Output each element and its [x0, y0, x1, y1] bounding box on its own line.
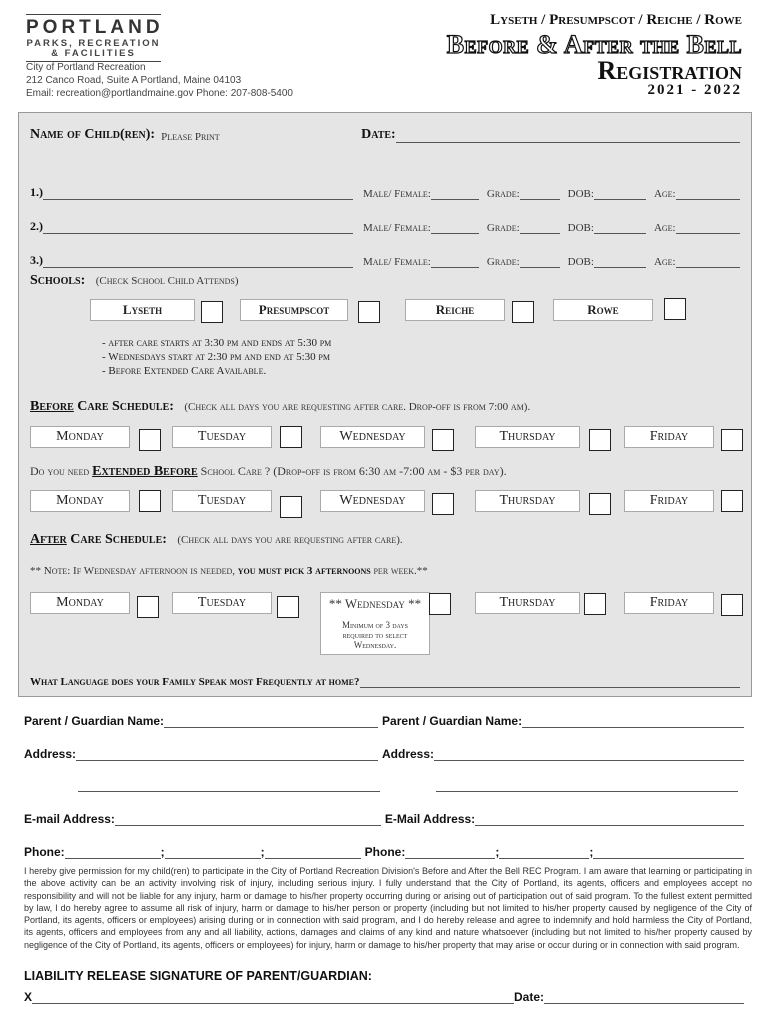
- after-note: [30, 561, 428, 579]
- school-rowe-checkbox[interactable]: [664, 298, 686, 320]
- school-reiche-label: Reiche: [405, 299, 505, 321]
- before-heading: [30, 397, 530, 415]
- ext-thursday-label: Thursday: [475, 490, 580, 512]
- header-subtitle: Registration: [597, 56, 742, 85]
- gender-field[interactable]: [431, 256, 479, 268]
- please-print: Please Print: [161, 131, 220, 143]
- before-thursday-checkbox[interactable]: [589, 429, 611, 451]
- ext-friday-label: Friday: [624, 490, 714, 512]
- address-field-2[interactable]: [434, 749, 744, 761]
- grade-label: Grade:: [486, 222, 520, 234]
- dob-field[interactable]: [594, 256, 646, 268]
- address-row: [24, 747, 744, 761]
- after-friday-label: Friday: [624, 592, 714, 614]
- wednesday-minimum-note: Minimum of 3 days required to select Wednesday.: [341, 620, 409, 650]
- email-row: [24, 812, 744, 826]
- name-row: [30, 127, 740, 143]
- after-tuesday-label: Tuesday: [172, 592, 272, 614]
- before-monday-label: Monday: [30, 426, 130, 448]
- child-name-field[interactable]: [43, 188, 353, 200]
- guardian-name-field-2[interactable]: [522, 716, 744, 728]
- address-label-2: Address:: [382, 747, 435, 761]
- before-tuesday-checkbox[interactable]: [280, 426, 302, 448]
- schools-hint: (Check School Child Attends): [95, 275, 239, 287]
- gender-label: Male/ Female:: [363, 222, 431, 234]
- guardian-name-label-1: Parent / Guardian Name:: [24, 714, 165, 728]
- after-tuesday-checkbox[interactable]: [277, 596, 299, 618]
- before-friday-checkbox[interactable]: [721, 429, 743, 451]
- org-name: City of Portland Recreation: [26, 62, 146, 73]
- after-monday-label: Monday: [30, 592, 130, 614]
- language-field[interactable]: [360, 676, 740, 688]
- phone-label-2: Phone:: [364, 845, 406, 859]
- org-contact: Email: recreation@portlandmaine.gov Phone: 207-808-5400: [26, 88, 293, 99]
- after-note-1: ** Note: If Wednesday afternoon is needed,: [30, 565, 238, 577]
- before-label-underlined: Before: [30, 399, 74, 414]
- language-label: What Language does your Family Speak most Frequently at home?: [30, 676, 360, 688]
- dob-label: DOB:: [567, 188, 594, 200]
- before-thursday-label: Thursday: [475, 426, 580, 448]
- date-field[interactable]: [396, 131, 740, 143]
- email-field-1[interactable]: [115, 814, 381, 826]
- age-label: Age:: [653, 222, 676, 234]
- before-tuesday-label: Tuesday: [172, 426, 272, 448]
- address-field-1[interactable]: [76, 749, 378, 761]
- school-presumpscot-checkbox[interactable]: [358, 301, 380, 323]
- extended-q2: School Care ? (Drop-off is from 6:30 am -7:00 am - $3 per day).: [197, 464, 507, 478]
- ext-wednesday-checkbox[interactable]: [432, 493, 454, 515]
- child-name-field[interactable]: [43, 256, 353, 268]
- before-hint: (Check all days you are requesting after care. Drop-off is from 7:00 am).: [184, 401, 531, 413]
- child-rows: [30, 166, 740, 268]
- before-monday-checkbox[interactable]: [139, 429, 161, 451]
- after-label-underlined: After: [30, 532, 67, 547]
- dob-field[interactable]: [594, 222, 646, 234]
- school-lyseth-checkbox[interactable]: [201, 301, 223, 323]
- school-lyseth-label: Lyseth: [90, 299, 195, 321]
- address-line-2-left[interactable]: [78, 780, 380, 792]
- signature-date-label: Date:: [514, 990, 545, 1004]
- age-label: Age:: [653, 188, 676, 200]
- grade-field[interactable]: [520, 188, 560, 200]
- school-rowe-label: Rowe: [553, 299, 653, 321]
- note-line: - after care starts at 3:30 pm and ends at 5:30 pm: [102, 337, 332, 349]
- phone-field-1c[interactable]: [265, 847, 361, 859]
- gender-label: Male/ Female:: [363, 256, 431, 268]
- after-note-2: per week.**: [370, 565, 428, 577]
- phone-field-1a[interactable]: [65, 847, 161, 859]
- child-row-3: [30, 234, 740, 268]
- note-line: - Before Extended Care Available.: [102, 365, 267, 377]
- signature-date-field[interactable]: [544, 992, 744, 1004]
- child-name-label: Name of Child(ren):: [30, 127, 156, 142]
- age-field[interactable]: [676, 222, 740, 234]
- address-line-2-right[interactable]: [436, 780, 738, 792]
- guardian-name-label-2: Parent / Guardian Name:: [382, 714, 523, 728]
- age-field[interactable]: [676, 256, 740, 268]
- guardian-name-field-1[interactable]: [164, 716, 378, 728]
- ext-monday-checkbox[interactable]: [139, 490, 161, 512]
- after-label: Care Schedule:: [66, 532, 167, 547]
- age-label: Age:: [653, 256, 676, 268]
- after-friday-checkbox[interactable]: [721, 594, 743, 616]
- dob-label: DOB:: [567, 222, 594, 234]
- extended-underlined: Extended Before: [92, 464, 198, 479]
- grade-label: Grade:: [486, 256, 520, 268]
- dob-field[interactable]: [594, 188, 646, 200]
- child-name-field[interactable]: [43, 222, 353, 234]
- ext-monday-label: Monday: [30, 490, 130, 512]
- row-number: 2.): [30, 219, 43, 233]
- gender-field[interactable]: [431, 222, 479, 234]
- after-hint: (Check all days you are requesting after care).: [177, 534, 403, 546]
- email-field-2[interactable]: [475, 814, 744, 826]
- dob-label: DOB:: [567, 256, 594, 268]
- after-monday-checkbox[interactable]: [137, 596, 159, 618]
- school-reiche-checkbox[interactable]: [512, 301, 534, 323]
- row-number: 3.): [30, 253, 43, 267]
- after-heading: [30, 530, 403, 548]
- email-label-2: E-Mail Address:: [384, 812, 476, 826]
- row-number: 1.): [30, 185, 43, 199]
- note-line: - Wednesdays start at 2:30 pm and end at 5:30 pm: [102, 351, 330, 363]
- after-thursday-label: Thursday: [475, 592, 580, 614]
- org-info: [26, 61, 293, 100]
- grade-field[interactable]: [520, 222, 560, 234]
- language-row: [30, 676, 740, 688]
- logo-facilities: & FACILITIES: [51, 48, 136, 59]
- child-row-2: [30, 200, 740, 234]
- phone-label-1: Phone:: [24, 845, 65, 859]
- gender-label: Male/ Female:: [363, 188, 431, 200]
- after-wednesday-card: [320, 592, 430, 655]
- child-row-1: [30, 166, 740, 200]
- after-wednesday-label: ** Wednesday **: [328, 596, 422, 611]
- school-presumpscot-label: Presumpscot: [240, 299, 348, 321]
- grade-field[interactable]: [520, 256, 560, 268]
- signature-x: X: [24, 990, 33, 1004]
- ext-friday-checkbox[interactable]: [721, 490, 743, 512]
- after-thursday-checkbox[interactable]: [584, 593, 606, 615]
- logo-parks: PARKS, RECREATION: [26, 38, 161, 49]
- extended-q1: Do you need: [30, 464, 93, 478]
- phone-field-2a[interactable]: [405, 847, 495, 859]
- after-wednesday-checkbox[interactable]: [429, 593, 451, 615]
- schools-heading: [30, 271, 239, 289]
- header-schools: Lyseth / Presumpscot / Reiche / Rowe: [490, 12, 742, 28]
- ext-tuesday-checkbox[interactable]: [280, 496, 302, 518]
- signature-field[interactable]: [32, 992, 514, 1004]
- portland-logo: [26, 12, 164, 64]
- phone-field-2b[interactable]: [499, 847, 589, 859]
- before-wednesday-checkbox[interactable]: [432, 429, 454, 451]
- phone-field-2c[interactable]: [593, 847, 744, 859]
- schools-label: Schools:: [30, 273, 86, 288]
- guardian-name-row: [24, 714, 744, 728]
- before-friday-label: Friday: [624, 426, 714, 448]
- header-title: Before & After the Bell: [446, 30, 742, 59]
- grade-label: Grade:: [486, 188, 520, 200]
- phone-field-1b[interactable]: [165, 847, 261, 859]
- liability-waiver-text: I hereby give permission for my child(ren) to participate in the City of Portland Recreation Division's Before and After the Bell REC Program. I am aware that learning or participating in the above activity can be an activity involving risk of injury, including serious injury. I fully understand that the City of Portland, its agents, officers and employees accept no responsibility and will not be liable for any injury, harm or damage to his/her property occurring during or arising out of participation out of said program. To the fullest extent permitted by law, I do hereby agree to assume all risk of injury, harm or damage to his/her person or property (including but not limited to his/her property caused by negligence of the City of Portland, its agents, officers or employees) arising during or in connection with said program, and I do hereby release and agree to indemnify and hold harmless the City of Portland, its agents, officers and employees from any and all liability, actions, damages and claims of any kind and nature whatsoever (including but not limited to his/her property caused by negligence of the City of Portland, its agents, officers or employees) for injury, harm or damage to his/her property that may arise or occur during or in connection with said program.: [24, 866, 752, 950]
- date-label: Date:: [361, 127, 396, 142]
- after-note-bold: you must pick 3 afternoons: [237, 565, 371, 577]
- before-label: Care Schedule:: [73, 399, 174, 414]
- org-address: 212 Canco Road, Suite A Portland, Maine 04103: [26, 75, 242, 86]
- ext-thursday-checkbox[interactable]: [589, 493, 611, 515]
- schools-notes: [102, 336, 331, 378]
- ext-tuesday-label: Tuesday: [172, 490, 272, 512]
- address-label-1: Address:: [24, 747, 77, 761]
- gender-field[interactable]: [431, 188, 479, 200]
- signature-heading: LIABILITY RELEASE SIGNATURE OF PARENT/GUARDIAN:: [24, 969, 372, 983]
- phone-row: Phone: ; ; Phone: ; ;: [24, 845, 744, 859]
- signature-row: [24, 990, 744, 1004]
- email-label-1: E-mail Address:: [24, 812, 115, 826]
- before-wednesday-label: Wednesday: [320, 426, 425, 448]
- ext-wednesday-label: Wednesday: [320, 490, 425, 512]
- logo-portland: PORTLAND: [26, 17, 164, 38]
- header-year: 2021 - 2022: [647, 82, 742, 98]
- age-field[interactable]: [676, 188, 740, 200]
- extended-question: [30, 462, 507, 480]
